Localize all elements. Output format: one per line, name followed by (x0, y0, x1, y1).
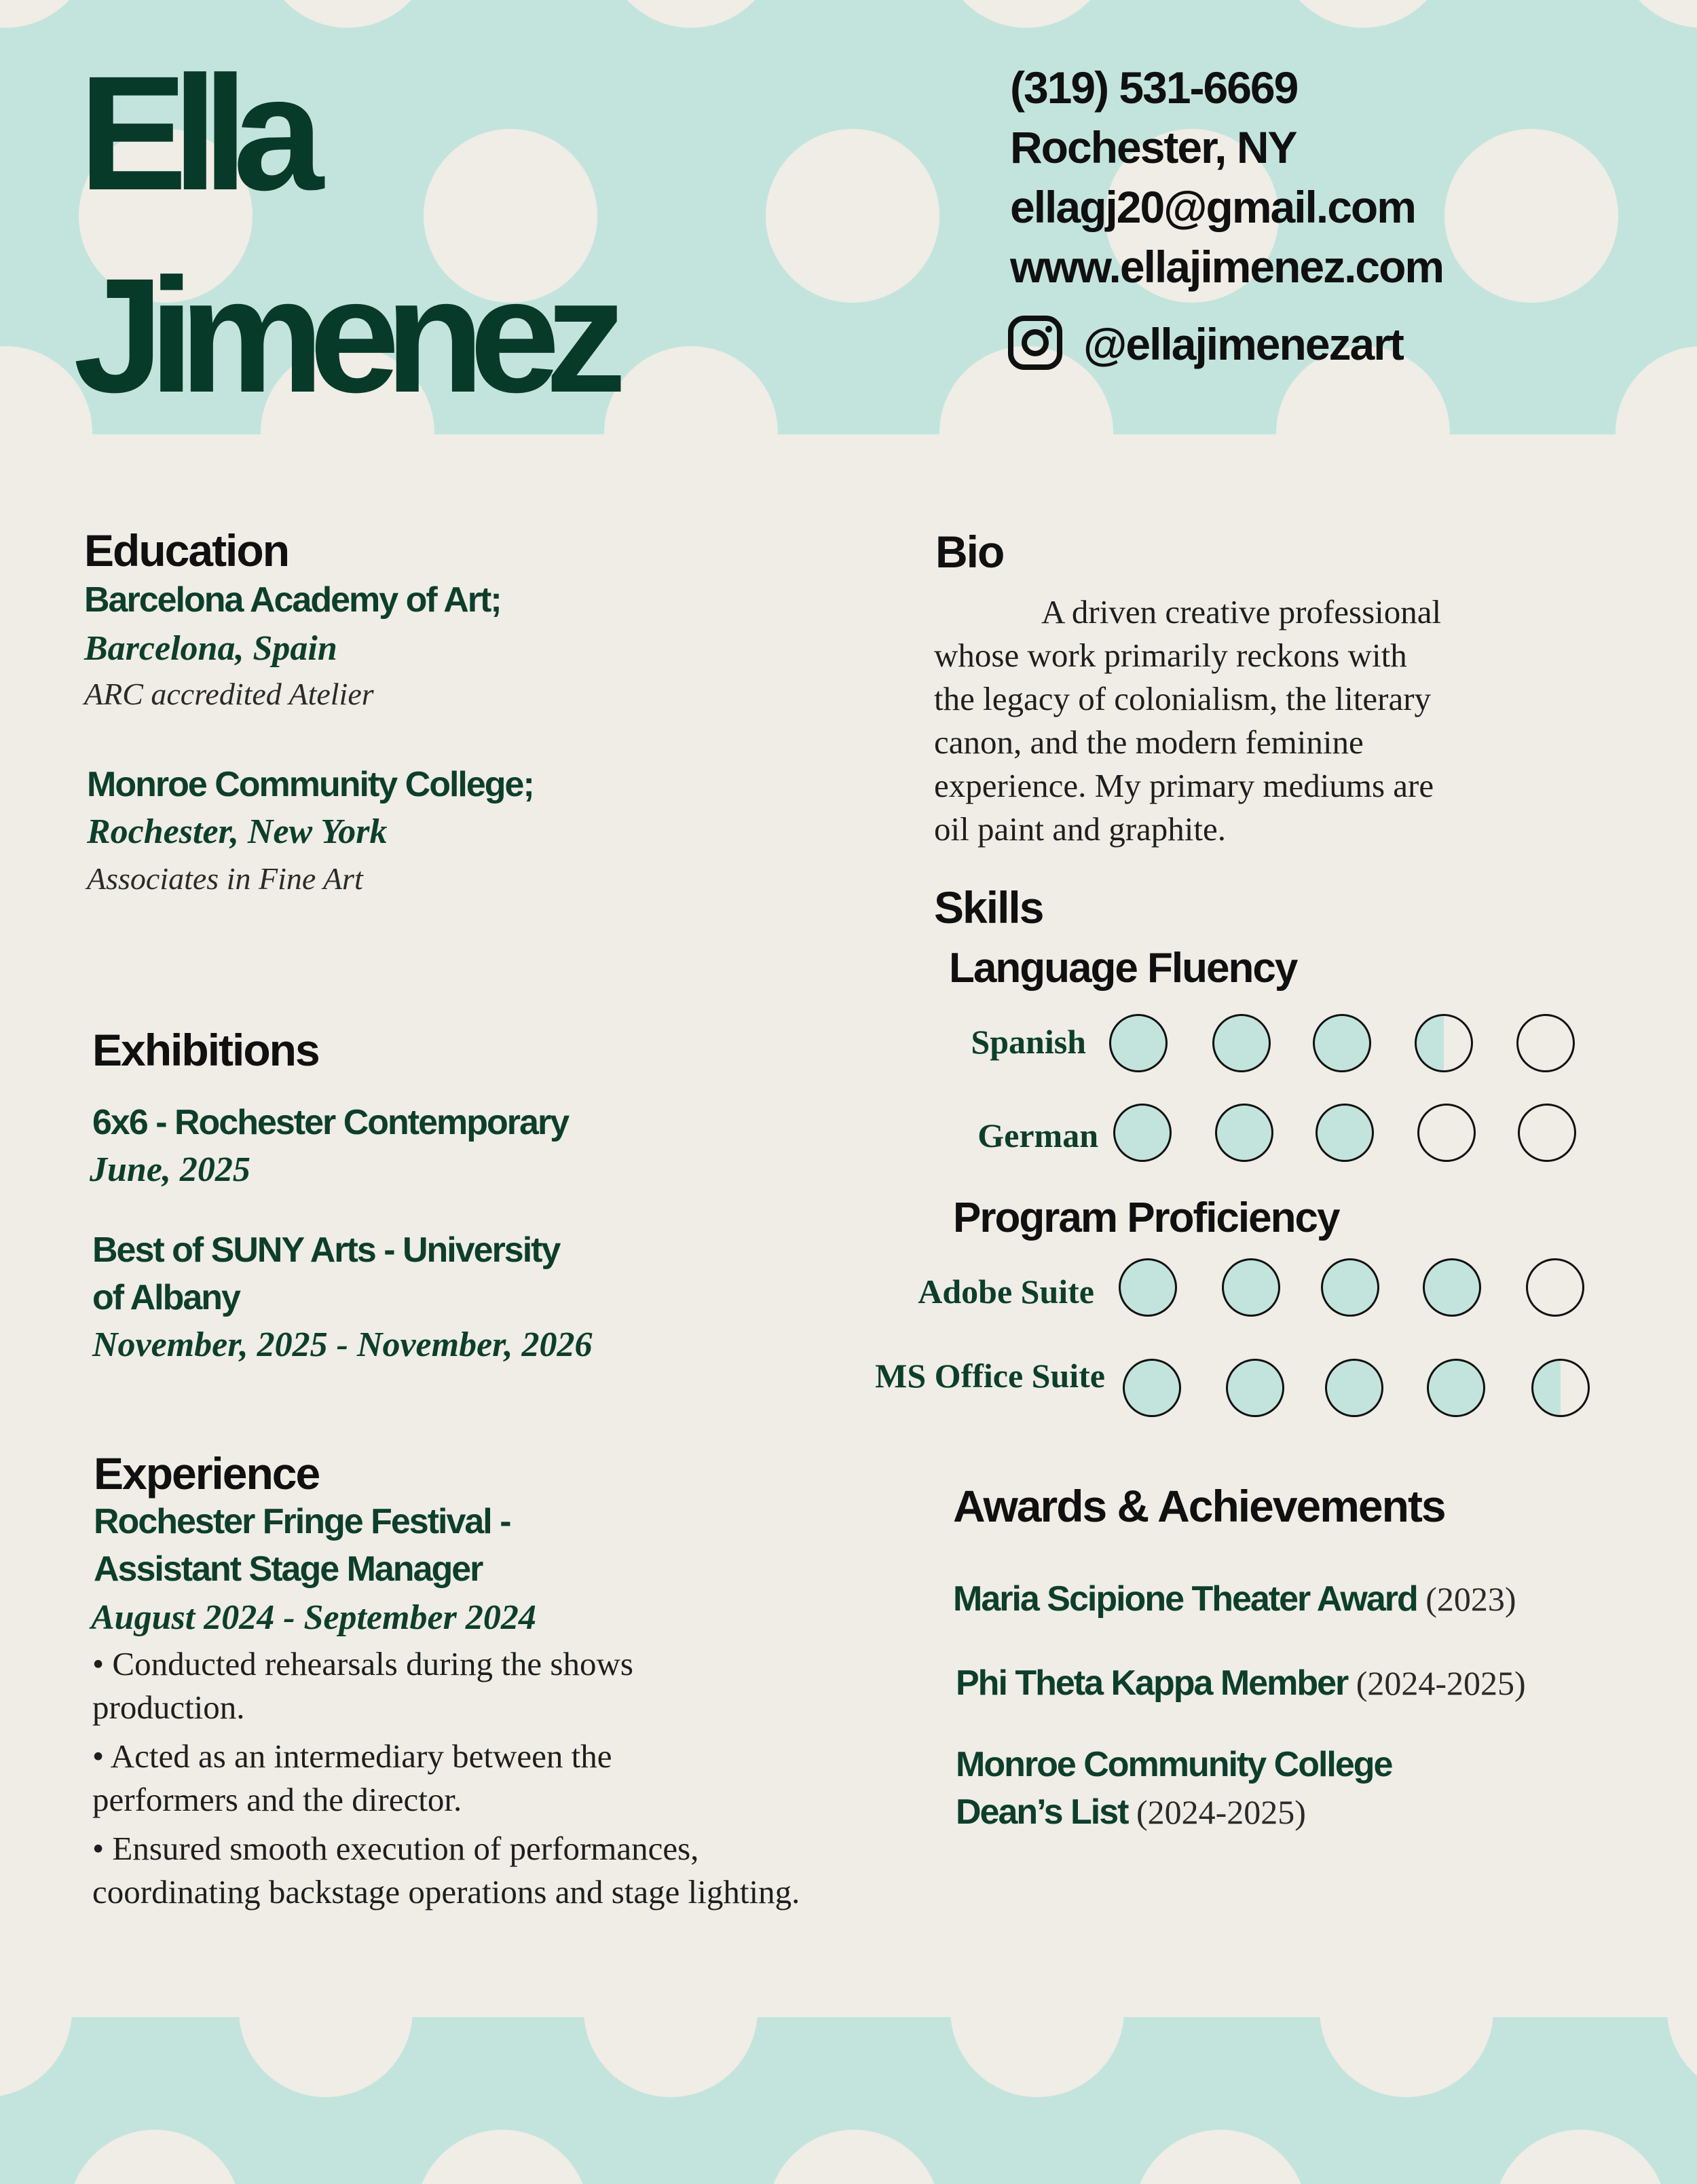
skill-label: MS Office Suite (875, 1357, 1105, 1395)
polka-dot (766, 129, 939, 303)
polka-dot (0, 2017, 72, 2097)
award-item (956, 1665, 1526, 1701)
polka-dot (939, 0, 1113, 28)
rating-circle (1212, 1014, 1271, 1072)
bio-line: the legacy of colonialism, the literary (934, 680, 1432, 717)
experience-title-line: Assistant Stage Manager (94, 1549, 483, 1589)
bio-line: A driven creative professional (1041, 593, 1442, 630)
polka-dot (1493, 2130, 1667, 2184)
rating-circle (1215, 1104, 1273, 1162)
polka-dot (261, 0, 434, 28)
footer-dot-band (0, 2017, 1697, 2184)
education-school: Barcelona Academy of Art; (84, 580, 501, 620)
rating-circle (1316, 1104, 1374, 1162)
rating-circle (1531, 1359, 1590, 1417)
education-detail: Associates in Fine Art (87, 861, 363, 896)
bullet-line: • Conducted rehearsals during the shows (92, 1645, 633, 1682)
polka-dot (604, 346, 778, 434)
polka-dot (68, 2130, 242, 2184)
education-place: Rochester, New York (87, 812, 388, 851)
polka-dot (604, 0, 778, 28)
skill-group-heading: Language Fluency (949, 945, 1297, 992)
education-school: Monroe Community College; (87, 765, 534, 804)
bullet-line: performers and the director. (92, 1781, 462, 1818)
polka-dot (1616, 0, 1697, 28)
bullet-line: • Ensured smooth execution of performances, (92, 1830, 699, 1867)
website-link[interactable]: www.ellajimenez.com (1010, 242, 1444, 292)
experience-title-line: Rochester Fringe Festival - (94, 1502, 510, 1541)
first-name: Ella (79, 42, 309, 224)
experience-date: August 2024 - September 2024 (91, 1598, 536, 1637)
rating-circle (1415, 1014, 1473, 1072)
polka-dot (415, 2130, 589, 2184)
rating-circle (1123, 1359, 1181, 1417)
bullet-line: production. (92, 1689, 245, 1726)
skill-label: German (977, 1116, 1098, 1154)
awards-heading: Awards & Achievements (953, 1481, 1445, 1531)
exhibition-title: 6x6 - Rochester Contemporary (92, 1103, 569, 1142)
rating-circle (1321, 1258, 1379, 1317)
bullet-line: • Acted as an intermediary between the (92, 1737, 612, 1775)
skill-label: Adobe Suite (918, 1273, 1094, 1311)
rating-circle (1226, 1359, 1284, 1417)
polka-dot (0, 0, 92, 28)
bio-line: oil paint and graphite. (934, 810, 1226, 848)
location: Rochester, NY (1010, 122, 1297, 172)
polka-dot (1134, 2130, 1307, 2184)
award-name: Monroe Community College (956, 1745, 1392, 1784)
award-name: Phi Theta Kappa Member (956, 1663, 1348, 1703)
polka-dot (767, 2130, 941, 2184)
bio-line: canon, and the modern feminine (934, 723, 1364, 761)
rating-circle (1417, 1104, 1476, 1162)
award-name: Dean’s List (956, 1792, 1128, 1832)
instagram-handle[interactable]: @ellajimenezart (1083, 319, 1403, 369)
exhibition-date: June, 2025 (90, 1150, 250, 1189)
exhibition-title-line: Best of SUNY Arts - University (92, 1230, 560, 1270)
award-name: Maria Scipione Theater Award (953, 1579, 1417, 1619)
rating-circle (1325, 1359, 1383, 1417)
education-heading: Education (84, 525, 289, 576)
polka-dot (1444, 129, 1618, 303)
exhibition-date: November, 2025 - November, 2026 (92, 1325, 593, 1364)
polka-dot (1616, 346, 1697, 434)
polka-dot (950, 2017, 1124, 2097)
award-year: (2024-2025) (1356, 1664, 1526, 1702)
email-link[interactable]: ellagj20@gmail.com (1010, 182, 1415, 232)
rating-circle (1313, 1014, 1371, 1072)
bio-line: experience. My primary mediums are (934, 767, 1434, 804)
rating-circle (1222, 1258, 1280, 1317)
last-name: Jimenez (73, 244, 612, 426)
exhibition-title-line: of Albany (92, 1278, 240, 1317)
award-year: (2024-2025) (1136, 1793, 1306, 1831)
rating-circle (1113, 1104, 1172, 1162)
skill-group-heading: Program Proficiency (953, 1194, 1339, 1241)
award-year: (2023) (1425, 1580, 1516, 1618)
bio-text (934, 590, 1441, 851)
award-item (953, 1581, 1516, 1617)
polka-dot (1320, 2017, 1493, 2097)
skills-heading: Skills (934, 882, 1043, 933)
skill-label: Spanish (971, 1023, 1086, 1061)
polka-dot (1667, 2017, 1697, 2097)
education-detail: ARC accredited Atelier (84, 677, 374, 711)
rating-circle (1119, 1258, 1177, 1317)
bio-heading: Bio (935, 527, 1004, 577)
rating-circle (1427, 1359, 1485, 1417)
bio-line: whose work primarily reckons with (934, 637, 1407, 674)
experience-bullet (92, 1642, 800, 1914)
polka-dot (239, 2017, 413, 2097)
instagram-icon[interactable] (1007, 315, 1063, 371)
rating-circle (1109, 1014, 1168, 1072)
education-place: Barcelona, Spain (84, 629, 337, 668)
polka-dot (584, 2017, 758, 2097)
phone-number: (319) 531-6669 (1010, 62, 1298, 113)
rating-circle (1423, 1258, 1481, 1317)
bullet-line: coordinating backstage operations and stage lighting. (92, 1873, 800, 1910)
rating-circle (1526, 1258, 1584, 1317)
polka-dot (1276, 0, 1450, 28)
exhibitions-heading: Exhibitions (92, 1025, 319, 1075)
experience-heading: Experience (94, 1448, 320, 1499)
award-item (956, 1794, 1306, 1830)
rating-circle (1518, 1104, 1576, 1162)
rating-circle (1516, 1014, 1575, 1072)
